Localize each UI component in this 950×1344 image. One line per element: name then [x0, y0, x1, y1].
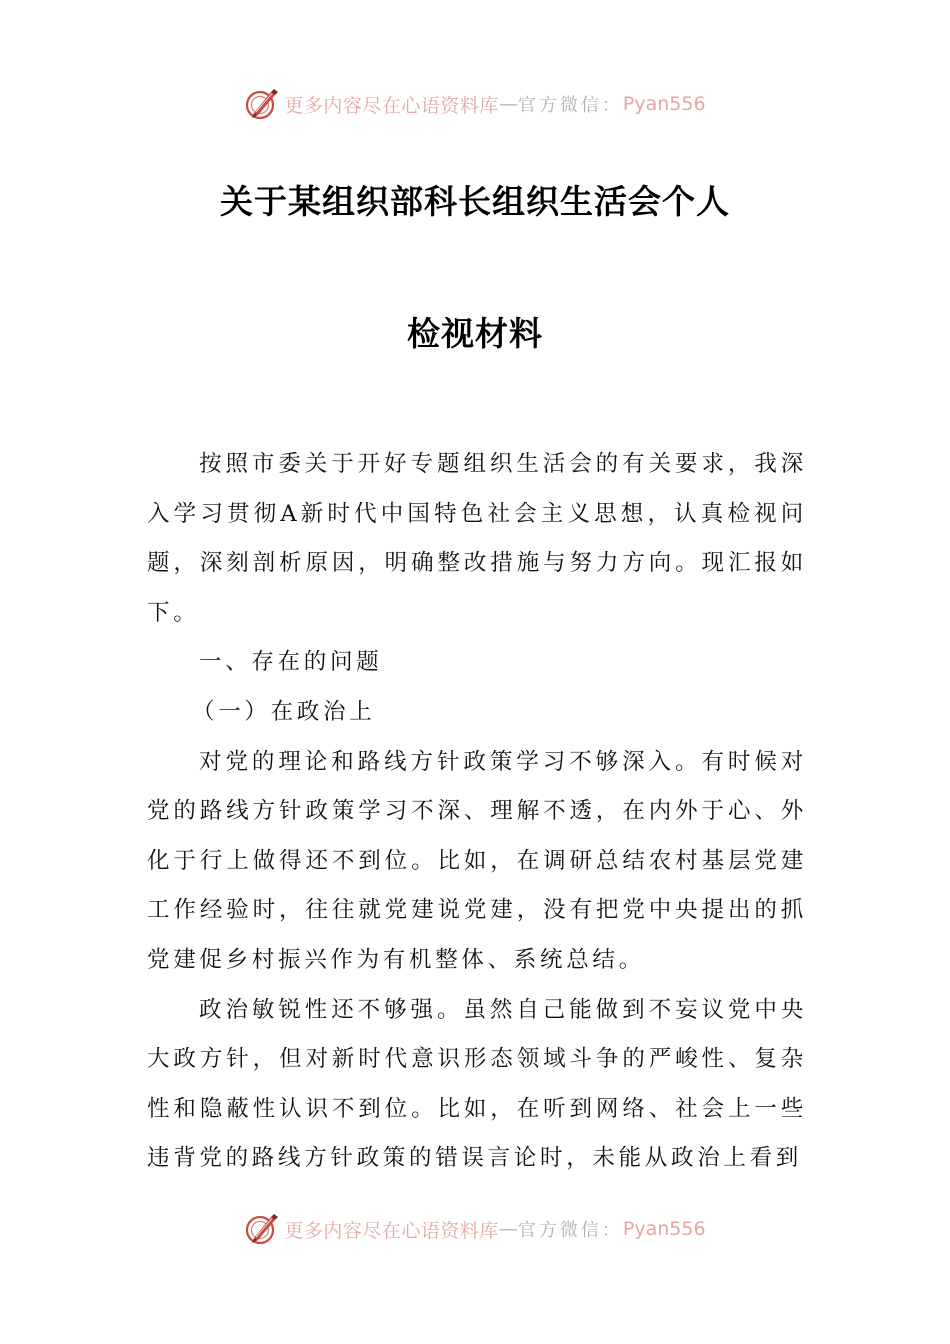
- body-paragraph: 政治敏锐性还不够强。虽然自己能做到不妄议党中央大政方针，但对新时代意识形态领域斗争的严峻性、复杂性和隐蔽性认识不到位。比如，在听到网络、社会上一些违背党的路线方针政策的错误言论时，未能从政治上看到: [147, 996, 807, 1172]
- watermark-handle: Pyan556: [622, 1218, 706, 1240]
- fountain-pen-logo-icon: [244, 86, 280, 122]
- subsection-heading: （一）在政治上: [192, 698, 376, 725]
- fountain-pen-logo-icon: [244, 1211, 280, 1247]
- header-watermark: [0, 84, 950, 124]
- document-body: [147, 440, 807, 1184]
- watermark-separator: —: [498, 1218, 518, 1240]
- watermark-lead-text: 更多内容尽在心语资料库: [284, 1219, 499, 1242]
- document-title-line-1: 关于某组织部科长组织生活会个人: [220, 182, 730, 221]
- body-paragraph: 对党的理论和路线方针政策学习不够深入。有时候对党的路线方针政策学习不深、理解不透，在内外于心、外化于行上做得还不到位。比如，在调研总结农村基层党建工作经验时，往往就党建说党建，没有把党中央提出的抓党建促乡村振兴作为有机整体、系统总结。: [147, 748, 807, 973]
- watermark-label: 官方微信：: [517, 95, 623, 116]
- document-title-line-2: 检视材料: [407, 314, 543, 353]
- watermark-lead-text: 更多内容尽在心语资料库: [284, 94, 499, 117]
- watermark-separator: —: [498, 93, 518, 115]
- footer-watermark: [0, 1209, 950, 1249]
- watermark-handle: Pyan556: [622, 93, 706, 115]
- watermark-label: 官方微信：: [517, 1220, 623, 1241]
- intro-paragraph: 按照市委关于开好专题组织生活会的有关要求，我深入学习贯彻A新时代中国特色社会主义思想，认真检视问题，深刻剖析原因，明确整改措施与努力方向。现汇报如下。: [147, 451, 807, 626]
- section-heading: 一、存在的问题: [199, 649, 383, 676]
